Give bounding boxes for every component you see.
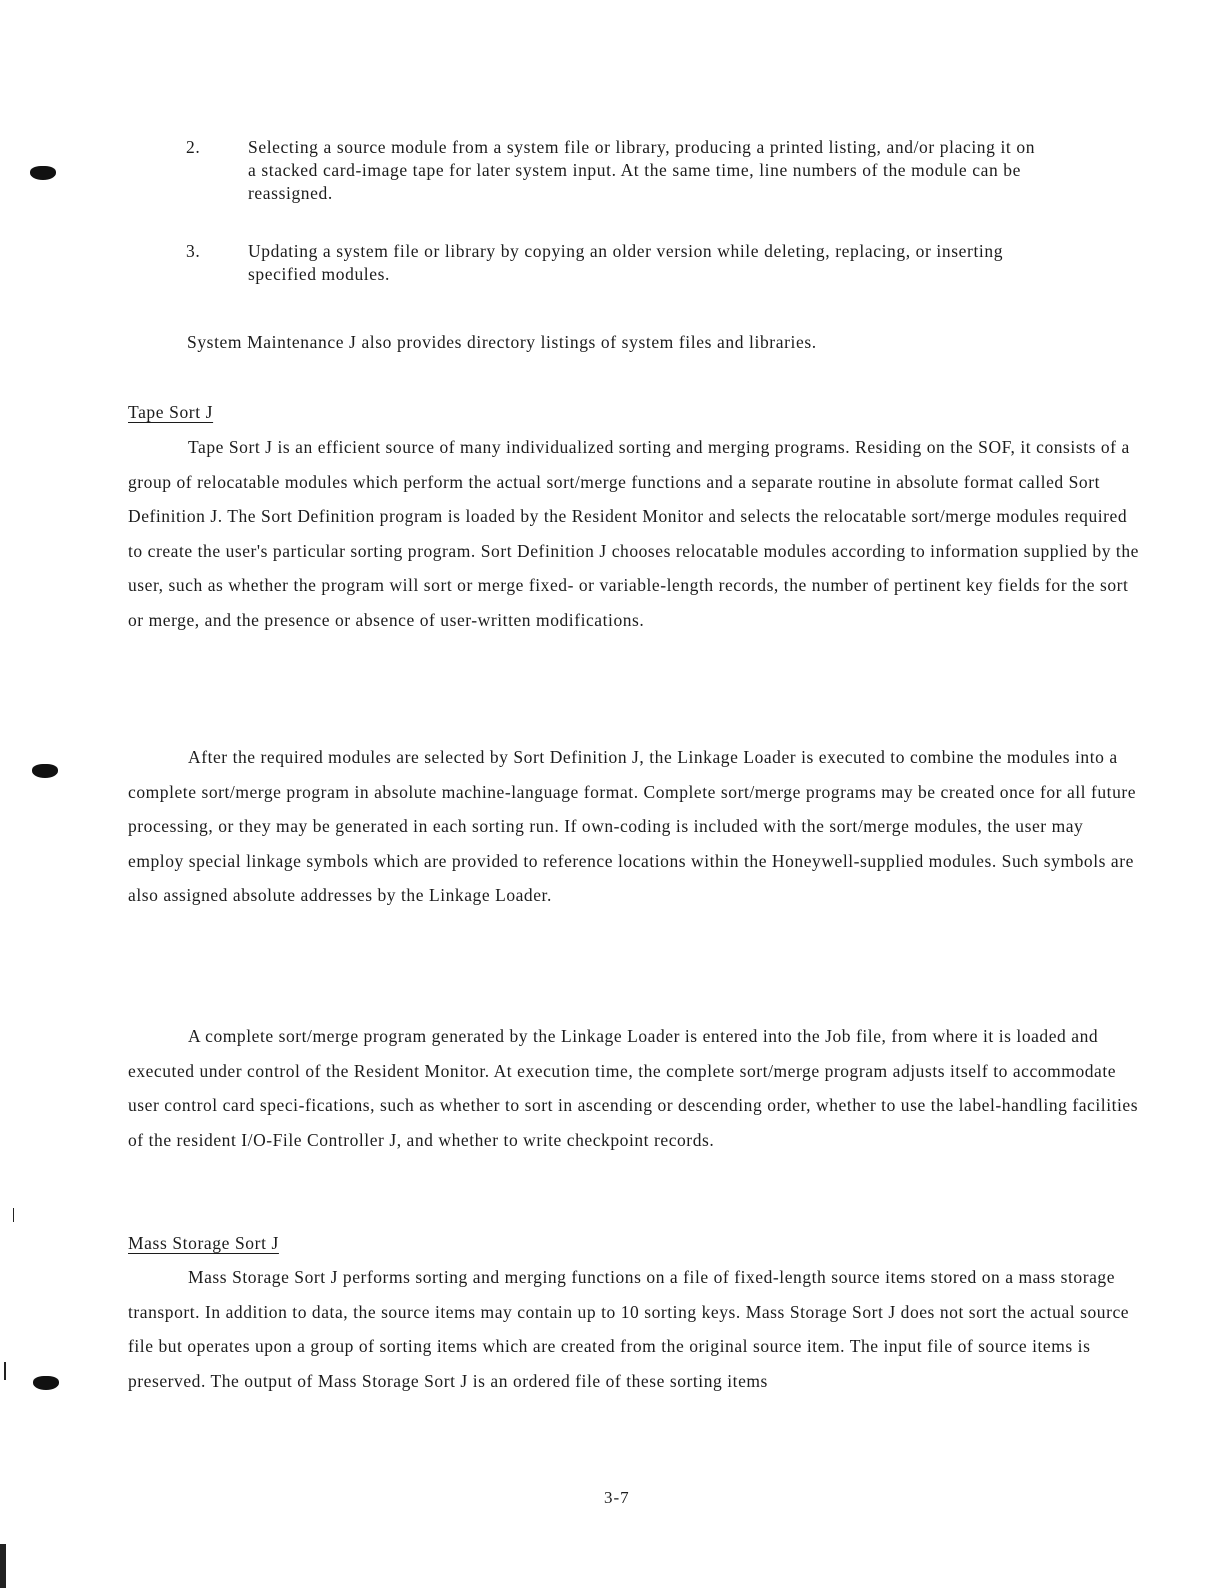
list-item [186, 136, 1046, 205]
body-paragraph: A complete sort/merge program generated by the Linkage Loader is entered into the Job file, from where it is loaded and executed under control of the Resident Monitor. At execution time, the complete sort/merge program adjusts itself to accommodate user control card speci-fications, such as whether to sort in ascending or descending order, whether to use the label-handling facilities of the resident I/O-File Controller J, and whether to write checkpoint records. [128, 1026, 1139, 1150]
body-paragraph: Mass Storage Sort J performs sorting and merging functions on a file of fixed-length source items stored on a mass storage transport. In addition to data, the source items may contain up to 10 sorting keys. Mass Storage Sort J does not sort the actual source file but operates upon a group of sorting items which are created from the original source item. The input file of source items is preserved. The output of Mass Storage Sort J is an ordered file of these sorting items [128, 1267, 1130, 1391]
binder-hole-mark [32, 764, 58, 778]
list-item [186, 240, 1046, 286]
body-paragraph: After the required modules are selected by Sort Definition J, the Linkage Loader is executed to combine the modules into a complete sort/merge program in absolute machine-language format. Complete sort/merge programs may be created once for all future processing, or they may be generated in each sorting run. If own-coding is included with the sort/merge modules, the user may employ special linkage symbols which are provided to reference locations within the Honeywell-supplied modules. Such symbols are also assigned absolute addresses by the Linkage Loader. [128, 747, 1137, 906]
binder-hole-mark [33, 1376, 59, 1390]
scan-edge-mark [0, 1544, 6, 1588]
body-paragraph: Tape Sort J is an efficient source of many individualized sorting and merging programs. Residing on the SOF, it consists of a group of relocatable modules which perform the actual sort/merge functions and a separate routine in absolute format called Sort Definition J. The Sort Definition program is loaded by the Resident Monitor and selects the relocatable sort/merge modules required to create the user's particular sorting program. Sort Definition J chooses relocatable modules according to information supplied by the user, such as whether the program will sort or merge fixed- or variable-length records, the number of pertinent key fields for the sort or merge, and the presence or absence of user-written modifications. [128, 437, 1139, 630]
list-item-number: 2. [186, 137, 201, 157]
list-item-text: Selecting a source module from a system file or library, producing a printed listing, and/or placing it on a stacked card-image tape for later system input. At the same time, line numbers of the module can be reassigned. [248, 137, 1036, 203]
scan-edge-mark [4, 1362, 6, 1380]
section-heading-tape-sort: Tape Sort J [128, 402, 214, 422]
section-heading-mass-storage-sort: Mass Storage Sort J [128, 1233, 279, 1253]
page-number: 3-7 [604, 1488, 630, 1507]
summary-sentence: System Maintenance J also provides directory listings of system files and libraries. [187, 332, 817, 352]
binder-hole-mark [30, 166, 56, 180]
scan-edge-mark [13, 1208, 14, 1222]
list-item-text: Updating a system file or library by copying an older version while deleting, replacing, or inserting specified modules. [248, 241, 1004, 284]
list-item-number: 3. [186, 241, 201, 261]
